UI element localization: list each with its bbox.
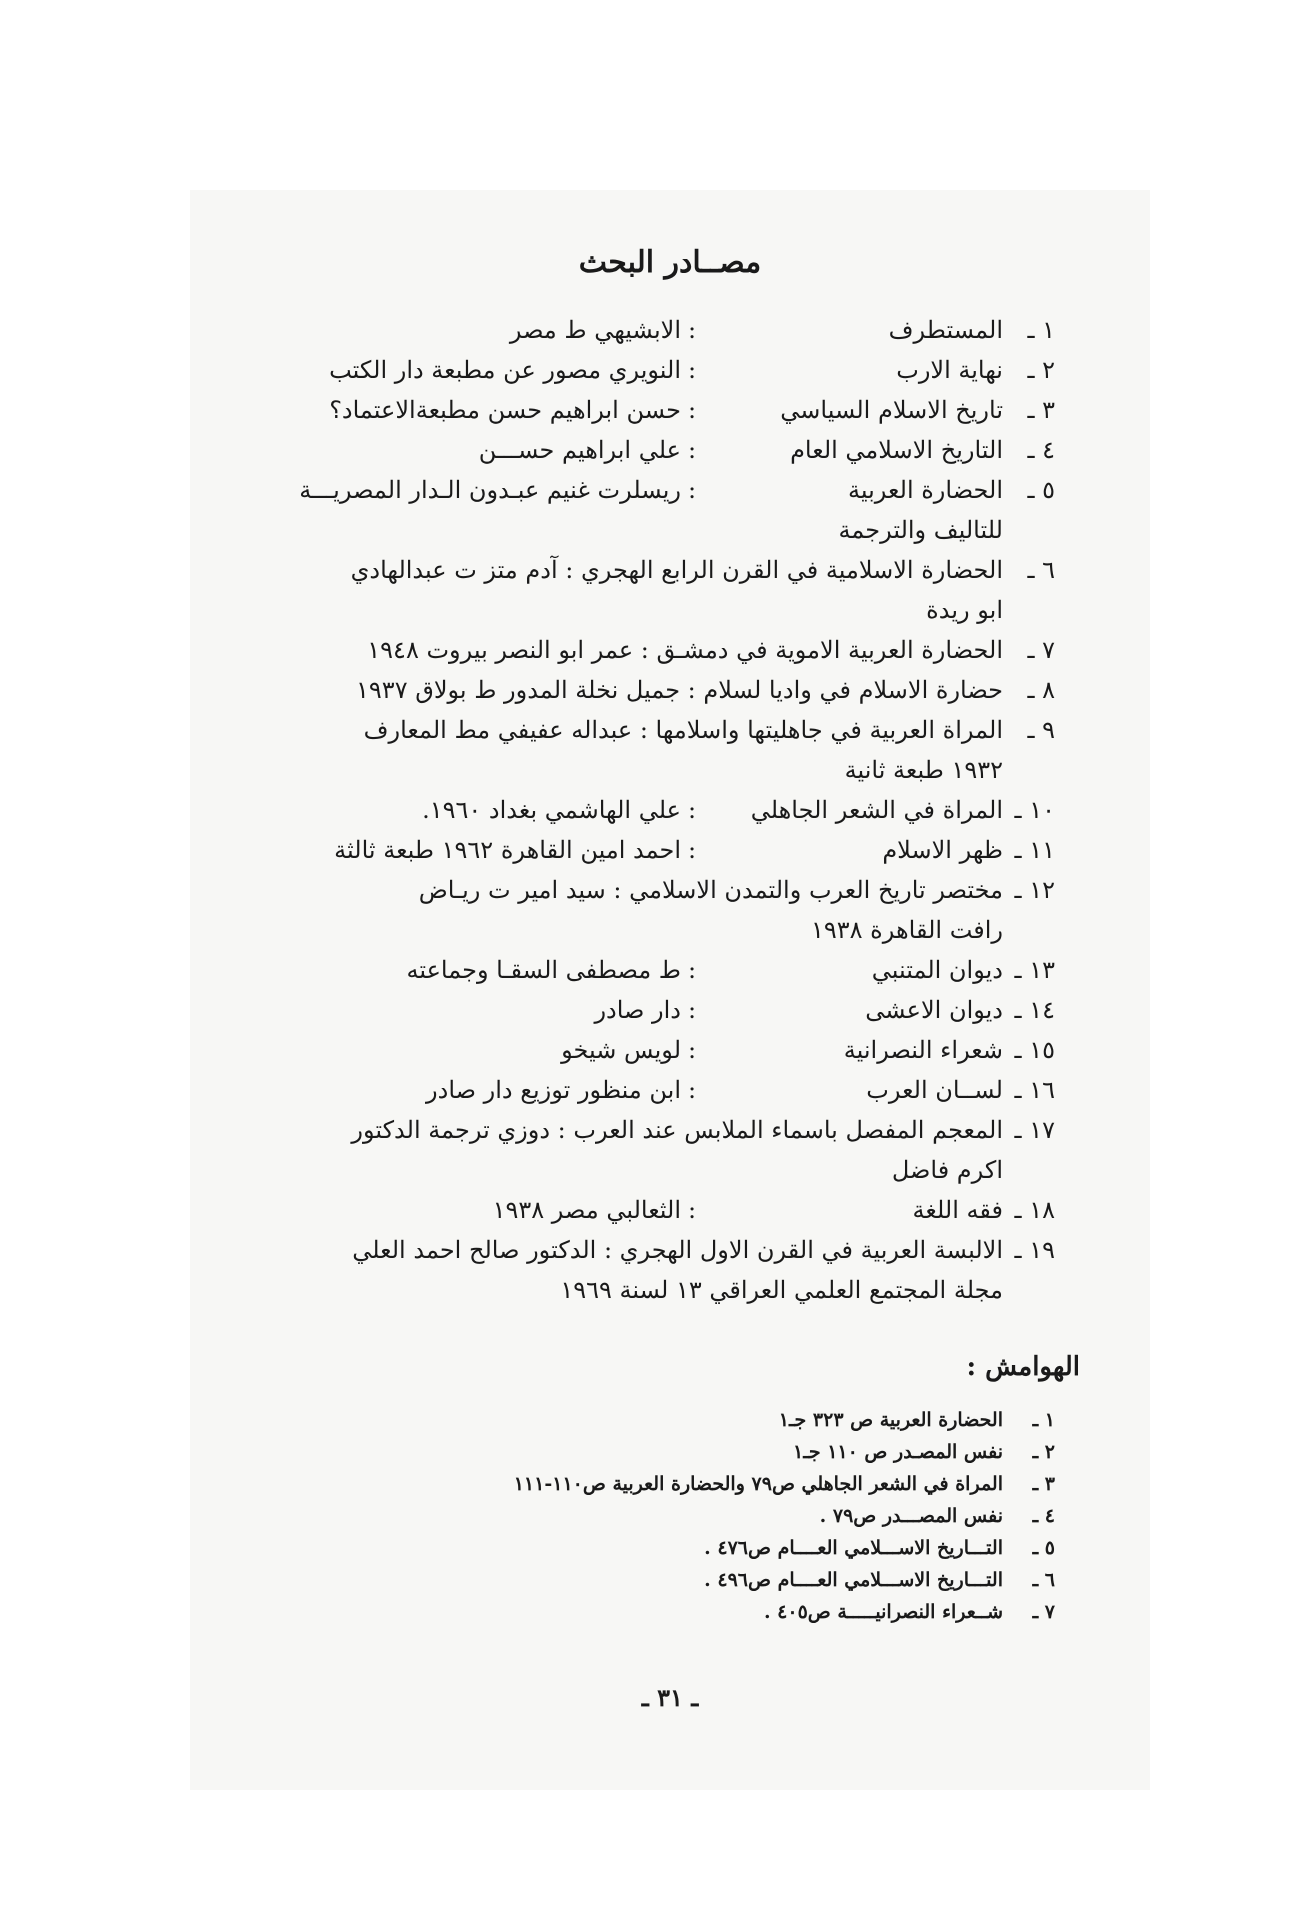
note-entry bbox=[195, 1404, 1055, 1436]
note-number: ٥ ـ bbox=[1032, 1537, 1055, 1559]
source-separator: : bbox=[687, 476, 697, 504]
source-separator: : bbox=[687, 796, 697, 824]
source-number: ١٥ ـ bbox=[1014, 1036, 1055, 1064]
source-entry bbox=[195, 830, 1055, 870]
note-entry bbox=[195, 1500, 1055, 1532]
source-title: ظهر الاسلام bbox=[882, 836, 1003, 864]
source-number: ٨ ـ bbox=[1027, 676, 1055, 704]
source-entry bbox=[195, 1230, 1055, 1270]
note-text: التـــاريخ الاســـلامي العــــام ص٤٧٦ . bbox=[704, 1537, 1003, 1559]
source-entry bbox=[195, 550, 1055, 590]
source-text: الحضارة العربية الاموية في دمشـق : عمر ابو النصر بيروت ١٩٤٨ bbox=[367, 636, 1003, 664]
source-text: المراة العربية في جاهليتها واسلامها : عبداله عفيفي مط المعارف bbox=[363, 716, 1003, 744]
source-separator: : bbox=[687, 356, 697, 384]
source-text: الالبسة العربية في القرن الاول الهجري : الدكتور صالح احمد العلي bbox=[352, 1236, 1003, 1264]
source-entry bbox=[195, 1190, 1055, 1230]
note-number: ٣ ـ bbox=[1032, 1473, 1055, 1495]
source-detail: ط مصطفى السقـا وجماعته bbox=[406, 956, 681, 984]
source-continuation: مجلة المجتمع العلمي العراقي ١٣ لسنة ١٩٦٩ bbox=[560, 1276, 1003, 1304]
source-entry bbox=[195, 1030, 1055, 1070]
source-number: ٥ ـ bbox=[1027, 476, 1055, 504]
source-continuation: للتاليف والترجمة bbox=[838, 516, 1003, 544]
source-detail: الثعالبي مصر ١٩٣٨ bbox=[492, 1196, 681, 1224]
source-number: ٤ ـ bbox=[1027, 436, 1055, 464]
source-detail: حسن ابراهيم حسن مطبعةالاعتماد؟ bbox=[329, 396, 681, 424]
source-detail: علي الهاشمي بغداد ١٩٦٠. bbox=[422, 796, 681, 824]
note-text: المراة في الشعر الجاهلي ص٧٩ والحضارة العربية ص١١٠-١١١ bbox=[513, 1473, 1003, 1495]
source-number: ١٦ ـ bbox=[1014, 1076, 1055, 1104]
source-entry bbox=[195, 710, 1055, 750]
source-number: ١٣ ـ bbox=[1014, 956, 1055, 984]
source-separator: : bbox=[687, 1036, 697, 1064]
source-number: ٧ ـ bbox=[1027, 636, 1055, 664]
note-entry bbox=[195, 1436, 1055, 1468]
source-detail: علي ابراهيم حســـن bbox=[478, 436, 681, 464]
note-entry bbox=[195, 1532, 1055, 1564]
source-text: مختصر تاريخ العرب والتمدن الاسلامي : سيد امير ت ريـاض bbox=[418, 876, 1003, 904]
source-title: التاريخ الاسلامي العام bbox=[790, 436, 1003, 464]
note-text: التـــاريخ الاســـلامي العــــام ص٤٩٦ . bbox=[704, 1569, 1003, 1591]
scanned-page bbox=[190, 190, 1150, 1790]
note-number: ٤ ـ bbox=[1032, 1505, 1055, 1527]
source-entry bbox=[195, 470, 1055, 510]
source-title: المراة في الشعر الجاهلي bbox=[750, 796, 1003, 824]
source-continuation: رافت القاهرة ١٩٣٨ bbox=[810, 916, 1003, 944]
notes-heading: الهوامش : bbox=[966, 1352, 1080, 1382]
note-entry bbox=[195, 1564, 1055, 1596]
source-title: المستطرف bbox=[888, 316, 1003, 344]
source-entry bbox=[195, 950, 1055, 990]
source-entry bbox=[195, 870, 1055, 910]
source-entry bbox=[195, 390, 1055, 430]
source-number: ١٤ ـ bbox=[1014, 996, 1055, 1024]
source-number: ٩ ـ bbox=[1027, 716, 1055, 744]
source-title: شعراء النصرانية bbox=[843, 1036, 1003, 1064]
note-entry bbox=[195, 1596, 1055, 1628]
source-detail: دار صادر bbox=[594, 996, 681, 1024]
source-detail: النويري مصور عن مطبعة دار الكتب bbox=[329, 356, 681, 384]
source-number: ١٢ ـ bbox=[1014, 876, 1055, 904]
source-number: ٦ ـ bbox=[1027, 556, 1055, 584]
source-detail: احمد امين القاهرة ١٩٦٢ طبعة ثالثة bbox=[334, 836, 681, 864]
source-title: الحضارة العربية bbox=[848, 476, 1003, 504]
source-text: المعجم المفصل باسماء الملابس عند العرب : دوزي ترجمة الدكتور bbox=[351, 1116, 1003, 1144]
source-separator: : bbox=[687, 996, 697, 1024]
source-separator: : bbox=[687, 956, 697, 984]
note-number: ٢ ـ bbox=[1032, 1441, 1055, 1463]
note-text: نفس المصـدر ص ١١٠ جـ١ bbox=[793, 1441, 1003, 1463]
source-detail: ريسلرت غنيم عبـدون الـدار المصريـــة bbox=[299, 476, 681, 504]
note-text: الحضارة العربية ص ٣٢٣ جـ١ bbox=[778, 1409, 1003, 1431]
source-number: ٣ ـ bbox=[1027, 396, 1055, 424]
source-entry bbox=[195, 350, 1055, 390]
source-continuation: ١٩٣٢ طبعة ثانية bbox=[844, 756, 1003, 784]
source-title: ديوان المتنبي bbox=[871, 956, 1003, 984]
note-number: ٧ ـ bbox=[1032, 1601, 1055, 1623]
source-title: فقه اللغة bbox=[912, 1196, 1003, 1224]
source-text: حضارة الاسلام في واديا لسلام : جميل نخلة المدور ط بولاق ١٩٣٧ bbox=[356, 676, 1003, 704]
source-number: ١٠ ـ bbox=[1014, 796, 1055, 824]
notes-list bbox=[195, 1404, 1055, 1628]
note-text: شــعراء النصرانيـــــة ص٤٠٥ . bbox=[763, 1601, 1003, 1623]
source-title: نهاية الارب bbox=[896, 356, 1003, 384]
source-continuation: ابو ريدة bbox=[926, 596, 1003, 624]
source-text: الحضارة الاسلامية في القرن الرابع الهجري : آدم متز ت عبدالهادي bbox=[350, 556, 1003, 584]
page-number: ـ ٣١ ـ bbox=[641, 1683, 699, 1712]
source-number: ١٩ ـ bbox=[1014, 1236, 1055, 1264]
source-entry bbox=[195, 990, 1055, 1030]
source-number: ١٨ ـ bbox=[1014, 1196, 1055, 1224]
source-number: ٢ ـ bbox=[1027, 356, 1055, 384]
source-number: ١٧ ـ bbox=[1014, 1116, 1055, 1144]
source-continuation: اكرم فاضل bbox=[891, 1156, 1003, 1184]
source-separator: : bbox=[687, 436, 697, 464]
note-text: نفس المصـــدر ص٧٩ . bbox=[819, 1505, 1003, 1527]
note-number: ١ ـ bbox=[1032, 1409, 1055, 1431]
source-number: ١١ ـ bbox=[1014, 836, 1055, 864]
source-title: تاريخ الاسلام السياسي bbox=[780, 396, 1003, 424]
source-entry bbox=[195, 630, 1055, 670]
page-title: مصــادر البحث bbox=[578, 245, 762, 280]
source-entry bbox=[195, 430, 1055, 470]
sources-list bbox=[195, 310, 1055, 1310]
source-separator: : bbox=[687, 316, 697, 344]
source-separator: : bbox=[687, 1076, 697, 1104]
source-title: ديوان الاعشى bbox=[865, 996, 1003, 1024]
source-detail: ابن منظور توزيع دار صادر bbox=[426, 1076, 681, 1104]
source-entry bbox=[195, 790, 1055, 830]
source-separator: : bbox=[687, 836, 697, 864]
source-number: ١ ـ bbox=[1027, 316, 1055, 344]
source-entry bbox=[195, 670, 1055, 710]
source-separator: : bbox=[687, 1196, 697, 1224]
source-separator: : bbox=[687, 396, 697, 424]
source-detail: لويس شيخو bbox=[561, 1036, 681, 1064]
note-entry bbox=[195, 1468, 1055, 1500]
source-entry bbox=[195, 310, 1055, 350]
source-entry bbox=[195, 1110, 1055, 1150]
source-detail: الابشيهي ط مصر bbox=[509, 316, 681, 344]
source-title: لســان العرب bbox=[866, 1076, 1003, 1104]
source-entry bbox=[195, 1070, 1055, 1110]
note-number: ٦ ـ bbox=[1032, 1569, 1055, 1591]
